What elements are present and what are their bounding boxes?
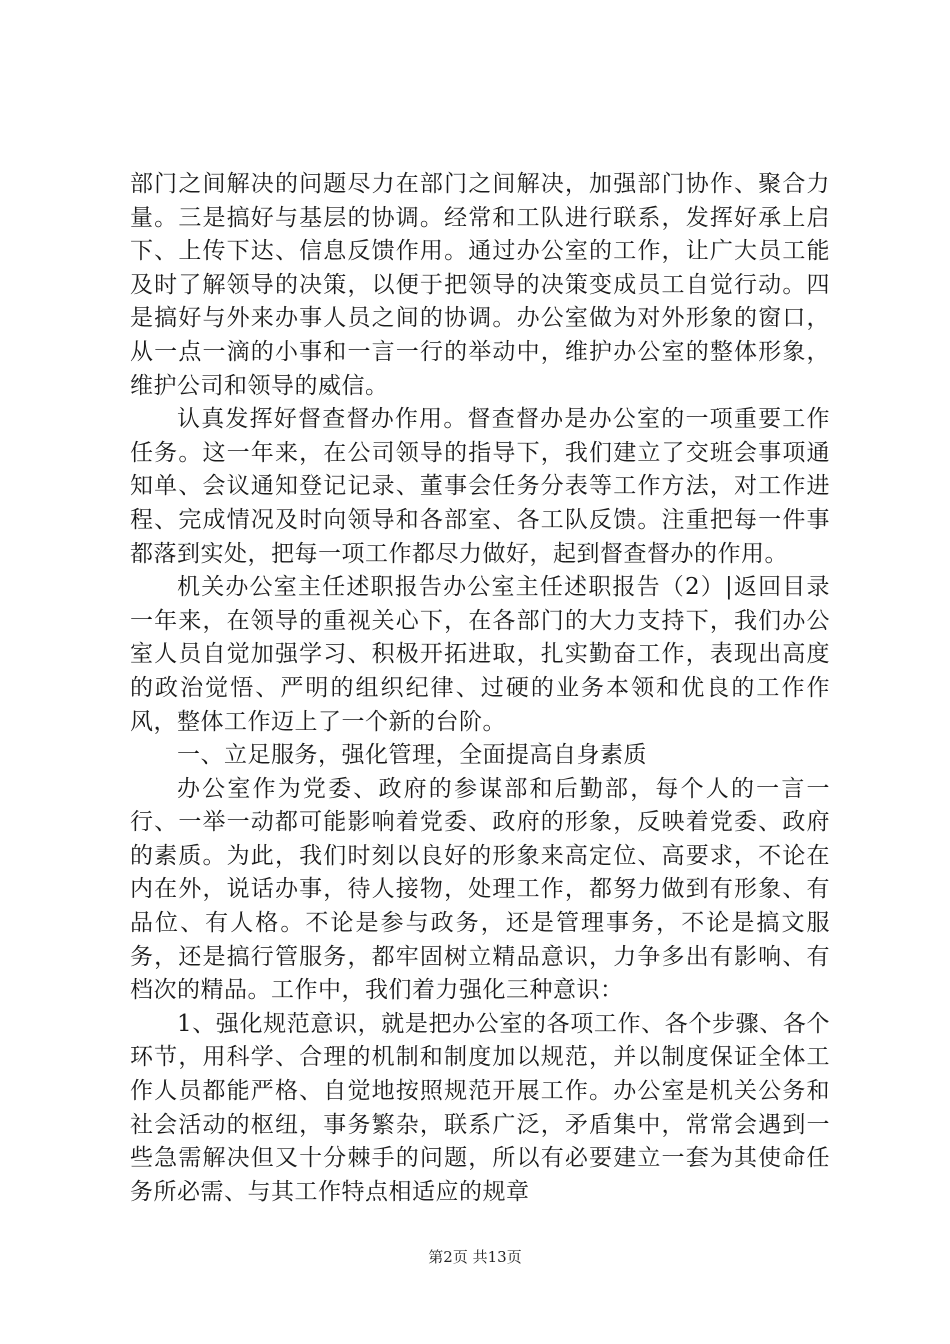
paragraph-2: 认真发挥好督查督办作用。督查督办是办公室的一项重要工作任务。这一年来，在公司领导的指导下，我们建立了交班会事项通知单、会议通知登记记录、董事会任务分表等工作方法，对工作进程、完成情况及时向领导和各部室、各工队反馈。注重把每一件事都落到实处，把每一项工作都尽力做好，起到督查督办的作用。 [130, 406, 830, 567]
document-body [130, 168, 830, 1209]
section-heading: 一、立足服务，强化管理，全面提高自身素质 [177, 742, 647, 769]
paragraph-1: 部门之间解决的问题尽力在部门之间解决，加强部门协作、聚合力量。三是搞好与基层的协调。经常和工队进行联系，发挥好承上启下、上传下达、信息反馈作用。通过办公室的工作，让广大员工能及时了解领导的决策，以便于把领导的决策变成员工自觉行动。四是搞好与外来办事人员之间的协调。办公室做为对外形象的窗口，从一点一滴的小事和一言一行的举动中，维护办公室的整体形象，维护公司和领导的威信。 [130, 171, 830, 399]
paragraph-6: 1、强化规范意识，就是把办公室的各项工作、各个步骤、各个环节，用科学、合理的机制和制度加以规范，并以制度保证全体工作人员都能严格、自觉地按照规范开展工作。办公室是机关公务和社会活动的枢纽，事务繁杂，联系广泛，矛盾集中，常常会遇到一些急需解决但又十分棘手的问题，所以有必要建立一套为其使命任务所必需、与其工作特点相适应的规章 [130, 1010, 830, 1205]
paragraph-5: 办公室作为党委、政府的参谋部和后勤部，每个人的一言一行、一举一动都可能影响着党委、政府的形象，反映着党委、政府的素质。为此，我们时刻以良好的形象来高定位、高要求，不论在内在外，说话办事，待人接物，处理工作，都努力做到有形象、有品位、有人格。不论是参与政务，还是管理事务，不论是搞文服务，还是搞行管服务，都牢固树立精品意识，力争多出有影响、有档次的精品。工作中，我们着力强化三种意识： [130, 775, 830, 1004]
paragraph-3: 机关办公室主任述职报告办公室主任述职报告（2）|返回目录一年来，在领导的重视关心下，在各部门的大力支持下，我们办公室人员自觉加强学习、积极开拓进取，扎实勤奋工作，表现出高度的政治觉悟、严明的组织纪律、过硬的业务本领和优良的工作作风，整体工作迈上了一个新的台阶。 [130, 574, 830, 735]
page-number-footer: 第2页 共13页 [428, 1248, 522, 1266]
